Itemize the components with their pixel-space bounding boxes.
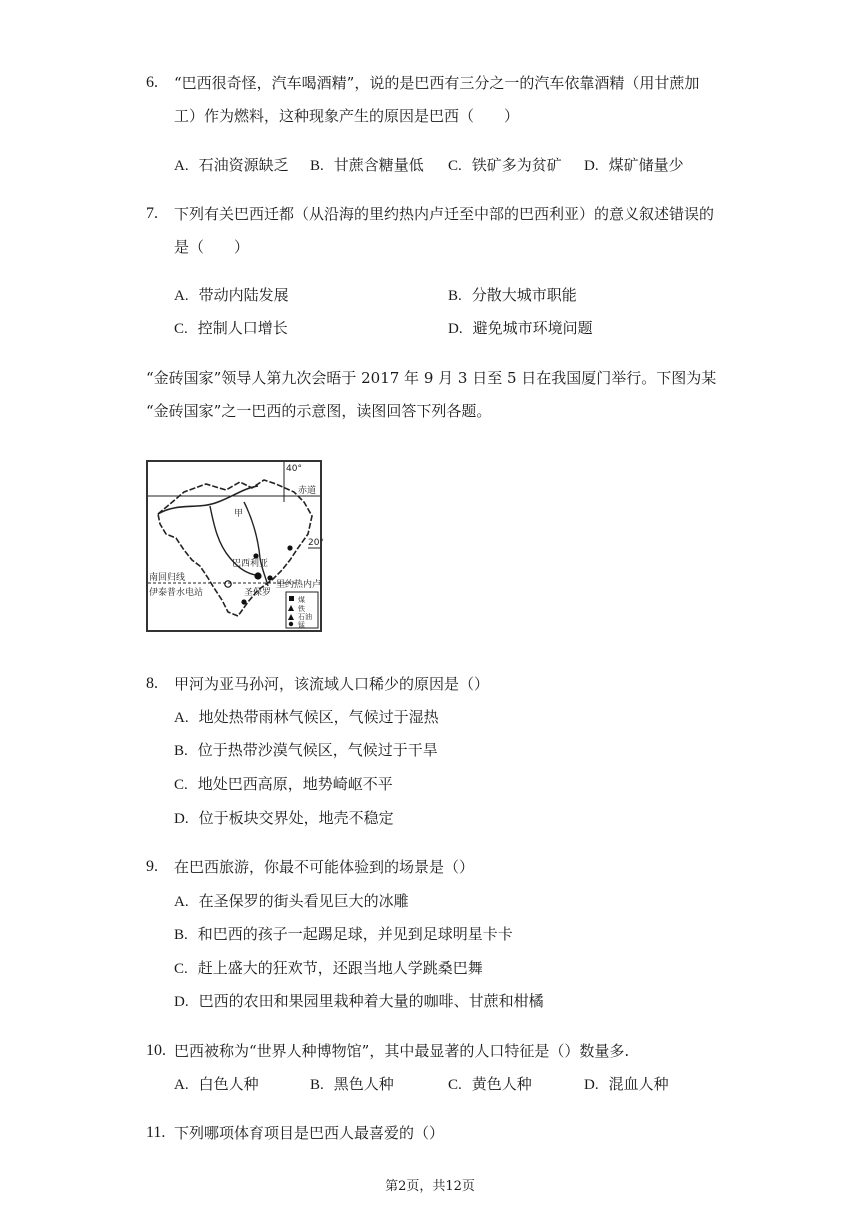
question-8-option-a: A. 地处热带雨林气候区，气候过于湿热 [174, 708, 439, 726]
saopaulo-marker [254, 572, 261, 579]
question-7-stem-line2: 是（ ） [174, 238, 250, 256]
legend-coal-label: 煤 [298, 596, 305, 604]
question-10-number: 10. [146, 1042, 166, 1059]
legend-manganese-label: 锰 [298, 621, 305, 629]
question-6-number: 6. [146, 74, 158, 91]
resource-marker-1 [287, 545, 292, 550]
question-8-stem: 甲河为亚马孙河，该流域人口稀少的原因是（） [174, 675, 490, 693]
question-11-number: 11. [146, 1124, 166, 1141]
lat-20-label: 20° [308, 538, 324, 548]
page-footer: 第2页，共12页 [385, 1179, 475, 1194]
question-6-stem-line1: “巴西很奇怪，汽车喝酒精”，说的是巴西有三分之一的汽车依靠酒精（用甘蔗加 [174, 74, 700, 92]
question-8-option-c: C. 地处巴西高原，地势崎岖不平 [174, 775, 393, 793]
question-10-option-d: D. 混血人种 [584, 1075, 669, 1093]
question-6-stem-line2: 工）作为燃料，这种现象产生的原因是巴西（ ） [174, 107, 520, 125]
question-6-option-b: B. 甘蔗含糖量低 [310, 156, 424, 174]
equator-label: 赤道 [298, 486, 317, 496]
brazil-map-drawing [148, 462, 324, 630]
question-9-option-a: A. 在圣保罗的街头看见巨大的冰雕 [174, 892, 409, 910]
question-10-option-c: C. 黄色人种 [448, 1075, 532, 1093]
question-7-option-c: C. 控制人口增长 [174, 319, 288, 337]
question-10-stem: 巴西被称为“世界人种博物馆”，其中最显著的人口特征是（）数量多. [174, 1042, 630, 1060]
itaipu-label: 伊泰普水电站 [149, 588, 204, 598]
lon-40-label: 40° [286, 464, 302, 474]
question-10-option-a: A. 白色人种 [174, 1075, 259, 1093]
legend-coal-symbol [289, 596, 294, 601]
question-7-option-a: A. 带动内陆发展 [174, 286, 289, 304]
rio-label: 里约热内卢 [276, 580, 322, 590]
question-9-option-b: B. 和巴西的孩子一起踢足球，并见到足球明星卡卡 [174, 925, 513, 943]
question-8-number: 8. [146, 675, 158, 692]
brazil-map-figure [146, 460, 322, 632]
question-6-option-d: D. 煤矿储量少 [584, 156, 684, 174]
saopaulo-label: 圣保罗 [244, 588, 272, 598]
question-6-option-c: C. 铁矿多为贫矿 [448, 156, 562, 174]
legend-manganese-symbol [289, 622, 293, 626]
question-6-option-a: A. 石油资源缺乏 [174, 156, 289, 174]
legend-iron-label: 铁 [298, 605, 305, 613]
question-9-number: 9. [146, 858, 158, 875]
itaipu-marker [225, 581, 231, 587]
question-8-option-d: D. 位于板块交界处，地壳不稳定 [174, 809, 394, 827]
question-7-option-d: D. 避免城市环境问题 [448, 319, 593, 337]
question-11-stem: 下列哪项体育项目是巴西人最喜爱的（） [174, 1124, 445, 1142]
question-9-stem: 在巴西旅游，你最不可能体验到的场景是（） [174, 858, 475, 876]
river-jia-label: 甲 [234, 509, 244, 519]
question-7-number: 7. [146, 205, 158, 222]
brasilia-marker [253, 553, 258, 558]
brasilia-label: 巴西利亚 [232, 559, 269, 569]
question-9-option-d: D. 巴西的农田和果园里栽种着大量的咖啡、甘蔗和柑橘 [174, 992, 544, 1010]
question-10-option-b: B. 黑色人种 [310, 1075, 394, 1093]
tropic-label: 南回归线 [149, 573, 186, 583]
question-9-option-c: C. 赶上盛大的狂欢节，还跟当地人学跳桑巴舞 [174, 959, 483, 977]
question-7-stem-line1: 下列有关巴西迁都（从沿海的里约热内卢迁至中部的巴西利亚）的意义叙述错误的 [174, 205, 715, 223]
question-7-option-b: B. 分散大城市职能 [448, 286, 577, 304]
resource-marker-2 [267, 575, 272, 580]
question-8-option-b: B. 位于热带沙漠气候区，气候过于干旱 [174, 741, 438, 759]
resource-marker-3 [241, 599, 246, 604]
intro-paragraph-line1: “金砖国家”领导人第九次会晤于 2017 年 9 月 3 日至 5 日在我国厦门举行。下图为某 [146, 369, 717, 387]
legend-oil-label: 石油 [298, 613, 312, 621]
intro-paragraph-line2: “金砖国家”之一巴西的示意图，读图回答下列各题。 [146, 402, 492, 420]
